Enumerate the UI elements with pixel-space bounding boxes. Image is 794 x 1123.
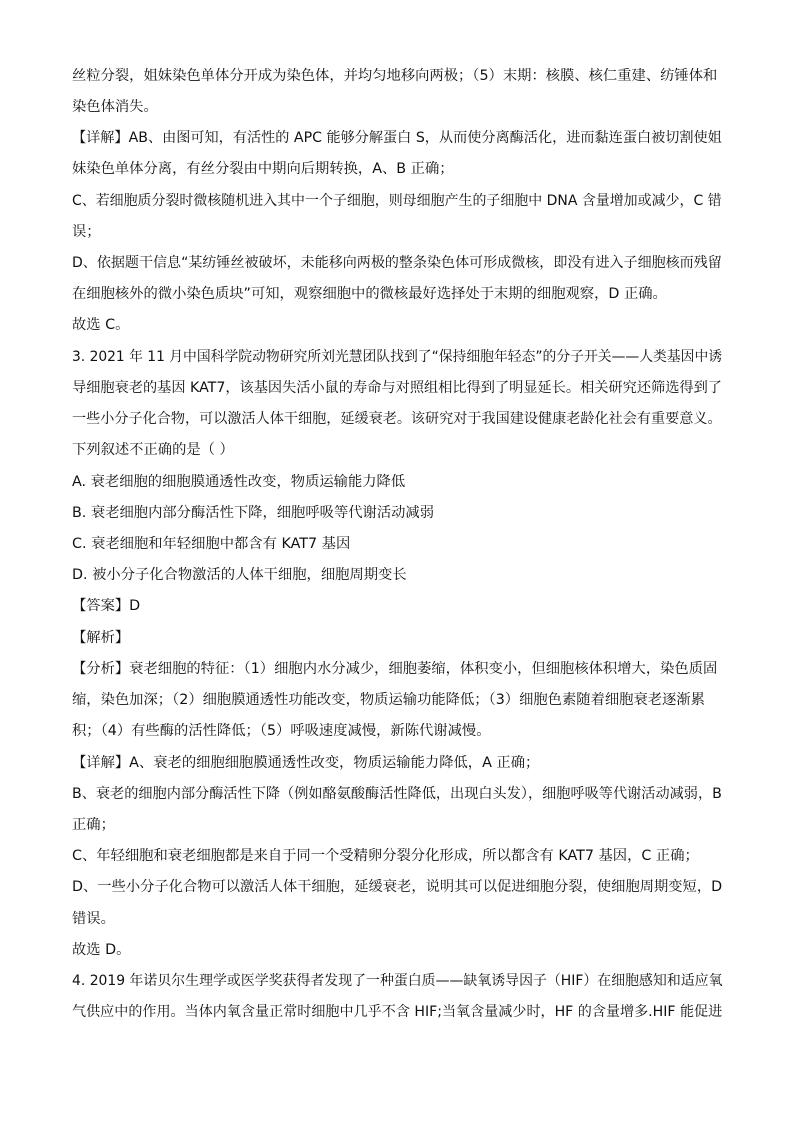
option-a: A. 衰老细胞的细胞膜通透性改变，物质运输能力降低 xyxy=(72,474,406,490)
option-b: B. 衰老细胞内部分酶活性下降，细胞呼吸等代谢活动减弱 xyxy=(72,505,435,521)
text-line: 妹染色单体分离，有丝分裂由中期向后期转换，A、B 正确； xyxy=(72,161,454,177)
text-line: 正确； xyxy=(72,817,115,833)
text-line: 一些小分子化合物，可以激活人体干细胞，延缓衰老。该研究对于我国建设健康老龄化社会有重要意义。 xyxy=(72,411,722,427)
question-3-line: 3. 2021 年 11 月中国科学院动物研究所刘光慧团队找到了“保持细胞年轻态”的分子开关——人类基因中诱 xyxy=(72,349,723,365)
text-line: 下列叙述不正确的是（ ） xyxy=(72,442,234,458)
text-line: 错误。 xyxy=(72,911,115,927)
text-line: 【详解】AB、由图可知，有活性的 APC 能够分解蛋白 S，从而使分离酶活化，进而黏连蛋白被切割使姐 xyxy=(72,130,722,146)
option-c: C. 衰老细胞和年轻细胞中都含有 KAT7 基因 xyxy=(72,536,351,552)
option-d: D. 被小分子化合物激活的人体干细胞，细胞周期变长 xyxy=(72,567,407,583)
text-line: C、若细胞质分裂时微核随机进入其中一个子细胞，则母细胞产生的子细胞中 DNA 含量增加或减少，C 错 xyxy=(72,193,722,209)
text-line: 在细胞核外的微小染色质块”可知，观察细胞中的微核最好选择处于末期的细胞观察，D 正确。 xyxy=(72,286,667,302)
text-line: 故选 D。 xyxy=(72,942,131,958)
text-line: 导细胞衰老的基因 KAT7，该基因失活小鼠的寿命与对照组相比得到了明显延长。相关研究还筛选得到了 xyxy=(72,380,722,396)
text-line: 积；（4）有些酶的活性降低；（5）呼吸速度减慢，新陈代谢减慢。 xyxy=(72,723,491,739)
text-line: 缩，染色加深；（2）细胞膜通透性功能改变，物质运输功能降低；（3）细胞色素随着细胞衰老逐渐累 xyxy=(72,692,705,708)
question-4-line: 4. 2019 年诺贝尔生理学或医学奖获得者发现了一种蛋白质——缺氧诱导因子（HIF）在细胞感知和适应氧 xyxy=(72,973,723,989)
text-line: 【分析】衰老细胞的特征：（1）细胞内水分减少，细胞萎缩，体积变小，但细胞核体积增大，染色质固 xyxy=(72,661,718,677)
text-line: D、一些小分子化合物可以激活人体干细胞，延缓衰老，说明其可以促进细胞分裂，使细胞周期变短，D xyxy=(72,879,723,895)
text-line: B、衰老的细胞内部分酶活性下降（例如酪氨酸酶活性降低，出现白头发），细胞呼吸等代谢活动减弱，B xyxy=(72,786,722,802)
answer-line: 【答案】D xyxy=(72,598,141,614)
text-line: 气供应中的作用。当体内氧含量正常时细胞中几乎不含 HIF;当氧含量减少时，HF 的含量增多.HIF 能促进 xyxy=(72,1004,723,1020)
text-line: 【详解】A、衰老的细胞细胞膜通透性改变，物质运输能力降低，A 正确； xyxy=(72,755,540,771)
text-line: C、年轻细胞和衰老细胞都是来自于同一个受精卵分裂分化形成，所以都含有 KAT7 基因，C 正确； xyxy=(72,848,699,864)
text-line: 染色体消失。 xyxy=(72,99,158,115)
text-line: 故选 C。 xyxy=(72,317,130,333)
text-line: D、依据题干信息“某纺锤丝被破坏，未能移向两极的整条染色体可形成微核，即没有进入子细胞核而残留 xyxy=(72,255,722,271)
analysis-heading: 【解析】 xyxy=(72,630,130,646)
text-line: 误； xyxy=(72,224,101,240)
text-line: 丝粒分裂，姐妹染色单体分开成为染色体，并均匀地移向两极；（5）末期：核膜、核仁重建、纺锤体和 xyxy=(72,68,718,84)
